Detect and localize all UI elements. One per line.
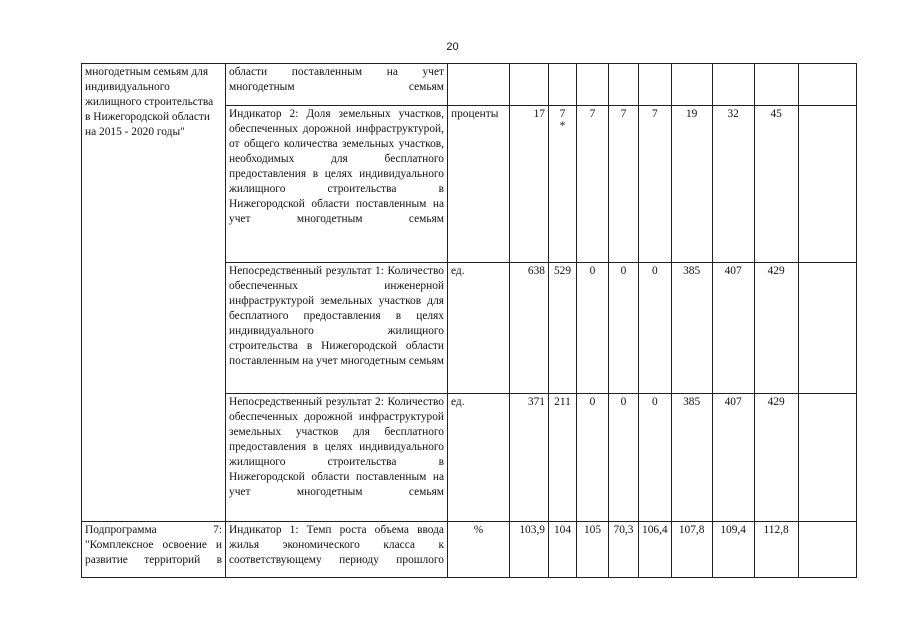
value-cell <box>671 64 712 106</box>
value-cell <box>798 263 856 394</box>
program-cell: Подпрограмма 7: "Комплексное освоение и развитие территорий в <box>82 522 226 578</box>
value-cell <box>639 64 672 106</box>
value-cell: 385 <box>671 394 712 522</box>
value-cell: 211 <box>549 394 577 522</box>
table-row <box>82 64 857 106</box>
value-cell: 109,4 <box>712 522 754 578</box>
program-name: многодетным семьям для индивидуального жилищного строительства в Нижегородской области на 2015 - 2020 годы" <box>85 66 214 138</box>
indicator-cell: области поставленным на учет многодетным семьям <box>226 64 448 106</box>
value-cell: 32 <box>712 106 754 263</box>
indicator-cell: Непосредственный результат 2: Количество обеспеченных дорожной инфраструктурой земельных участков для бесплатного предоставления в целях индивидуального жилищного строительства в Нижегородской области поставленным на учет многодетным семьям <box>226 394 448 522</box>
unit-cell: проценты <box>448 106 510 263</box>
indicator-cell: Непосредственный результат 1: Количество обеспеченных инженерной инфраструктурой земельных участков для бесплатного предоставления в целях индивидуального жилищного строительства в Нижегородской области поставленным на учет многодетным семьям <box>226 263 448 394</box>
value-cell: 7 <box>639 106 672 263</box>
value-cell: 0 <box>609 263 639 394</box>
indicator-cell: Индикатор 1: Темп роста объема ввода жилья экономического класса к соответствующему периоду прошлого <box>226 522 448 578</box>
value-cell: 45 <box>754 106 798 263</box>
unit-cell <box>448 64 510 106</box>
value-cell <box>798 106 856 263</box>
value-cell: 19 <box>671 106 712 263</box>
value-cell: 371 <box>510 394 549 522</box>
value-cell: 104 <box>549 522 577 578</box>
value-cell: 106,4 <box>639 522 672 578</box>
unit-cell: ед. <box>448 263 510 394</box>
value-cell: 112,8 <box>754 522 798 578</box>
value-cell <box>712 64 754 106</box>
indicators-table <box>81 63 857 578</box>
unit-cell: ед. <box>448 394 510 522</box>
footnote-star: * <box>559 120 566 132</box>
value-cell: 407 <box>712 263 754 394</box>
value-cell <box>798 64 856 106</box>
value-cell: 407 <box>712 394 754 522</box>
value-cell: 0 <box>639 263 672 394</box>
program-cell <box>82 64 226 522</box>
value-cell: 0 <box>639 394 672 522</box>
value-cell <box>798 394 856 522</box>
value-cell: 107,8 <box>671 522 712 578</box>
page-number: 20 <box>446 41 459 53</box>
value-cell: 0 <box>577 263 609 394</box>
value-cell: 529 <box>549 263 577 394</box>
value-cell: 103,9 <box>510 522 549 578</box>
value-cell <box>609 64 639 106</box>
table-row <box>82 522 857 578</box>
value-cell: 429 <box>754 263 798 394</box>
value-cell <box>798 522 856 578</box>
value-cell: 17 <box>510 106 549 263</box>
value-text: 7 <box>559 108 566 120</box>
value-cell: 638 <box>510 263 549 394</box>
value-cell <box>510 64 549 106</box>
value-cell: 70,3 <box>609 522 639 578</box>
value-cell <box>577 64 609 106</box>
value-cell: 7 <box>609 106 639 263</box>
value-cell <box>549 64 577 106</box>
unit-cell: % <box>448 522 510 578</box>
value-cell <box>754 64 798 106</box>
value-cell: 7 <box>577 106 609 263</box>
value-cell: 429 <box>754 394 798 522</box>
value-cell: 0 <box>609 394 639 522</box>
indicator-cell: Индикатор 2: Доля земельных участков, обеспеченных дорожной инфраструктурой, от общего количества земельных участков, необходимых для бесплатного предоставления в целях индивидуального жилищного строительства в Нижегородской области поставленным на учет многодетным семьям <box>226 106 448 263</box>
value-cell: 105 <box>577 522 609 578</box>
value-cell: 385 <box>671 263 712 394</box>
value-cell: 0 <box>577 394 609 522</box>
value-cell <box>549 106 577 263</box>
